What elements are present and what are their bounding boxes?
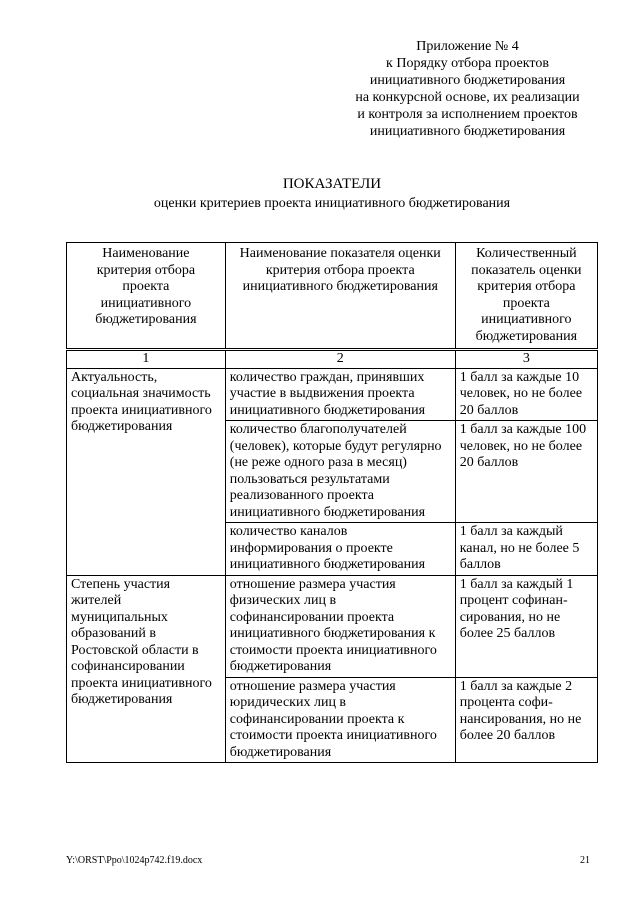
- document-title: ПОКАЗАТЕЛИ: [282, 176, 382, 192]
- appendix-line: Приложение № 4: [416, 39, 519, 54]
- column-number: 1: [67, 350, 226, 369]
- appendix-line: инициативного бюджетирования: [369, 124, 566, 139]
- criterion-name: Актуальность, социальная значимость проекта инициативного бюджетирования: [67, 368, 226, 575]
- criterion-name: Степень участия жителей муниципальных образований в Ростовской области в софинансировании проекта инициативного бюджетирования: [67, 575, 226, 763]
- footer-file-path: Y:\ORST\Ppo\1024p742.f19.docx: [66, 855, 203, 866]
- header-indicator: Наименование показателя оценки критерия отбора проекта инициативного бюджетирования: [225, 243, 455, 350]
- table-number-row: [67, 350, 598, 369]
- indicator-text: количество благополучателей (человек), которые будут регулярно (не реже одного раза в месяц) пользоваться результатами реализованного проекта инициативного бюджетирования: [225, 421, 455, 523]
- indicator-text: количество граждан, принявших участие в выдвижения проекта инициативного бюджетирования: [225, 368, 455, 421]
- header-criterion: Наименование критерия отбора проекта инициативного бюджетирования: [67, 243, 226, 350]
- table-header-row: [67, 243, 598, 350]
- column-number: 2: [225, 350, 455, 369]
- column-number: 3: [455, 350, 597, 369]
- document-subtitle: оценки критериев проекта инициативного бюджетирования: [153, 196, 511, 211]
- appendix-line: и контроля за исполнением проектов: [357, 107, 578, 122]
- indicator-score: 1 балл за каждые 10 человек, но не более 20 баллов: [455, 368, 597, 421]
- appendix-line: на конкурсной основе, их реализации: [355, 90, 580, 105]
- document-heading: [66, 175, 598, 213]
- appendix-block: [340, 38, 595, 140]
- indicator-score: 1 балл за каждый канал, но не более 5 баллов: [455, 523, 597, 576]
- indicator-text: отношение размера участия физических лиц в софинансировании проекта инициативного бюджетирования к стоимости проекта инициативного бюджетирования: [225, 575, 455, 677]
- indicator-score: 1 балл за каждые 100 человек, но не более 20 баллов: [455, 421, 597, 523]
- indicator-text: количество каналов информирования о проекте инициативного бюджетирования: [225, 523, 455, 576]
- indicator-score: 1 балл за каждый 1 процент софинан-сирования, но не более 25 баллов: [455, 575, 597, 677]
- table-row: [67, 368, 598, 421]
- header-score: Количественный показатель оценки критерия отбора проекта инициативного бюджетирования: [455, 243, 597, 350]
- appendix-line: к Порядку отбора проектов: [386, 56, 549, 71]
- appendix-line: инициативного бюджетирования: [369, 73, 566, 88]
- criteria-table: [66, 242, 598, 763]
- table-row: [67, 575, 598, 677]
- footer-page-number: 21: [580, 855, 590, 866]
- indicator-score: 1 балл за каждые 2 процента софи-нансирования, но не более 20 баллов: [455, 677, 597, 763]
- indicator-text: отношение размера участия юридических лиц в софинансировании проекта к стоимости проекта инициативного бюджетирования: [225, 677, 455, 763]
